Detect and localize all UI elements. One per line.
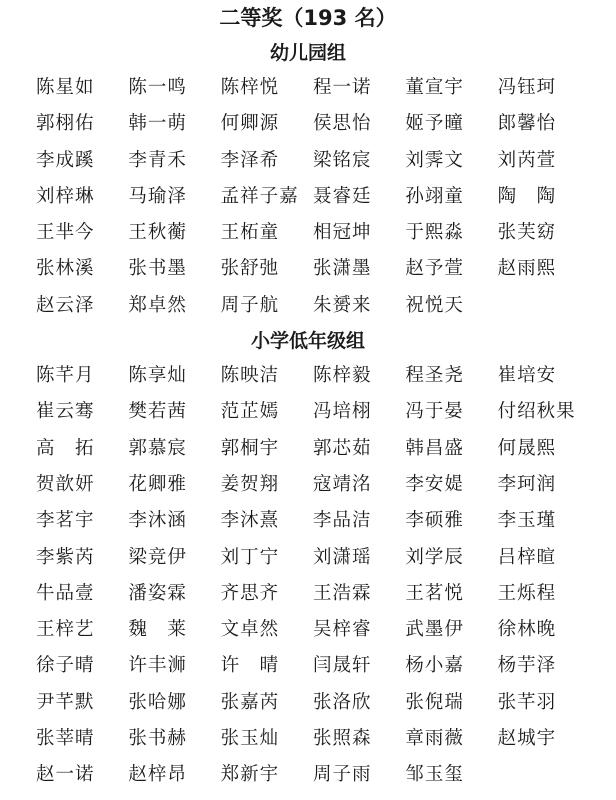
awardee-name: 王茗悦	[405, 582, 464, 604]
awardee-name: 陈梓毅	[313, 365, 372, 387]
awardee-name: 李珂润	[497, 473, 557, 495]
awardee-name: 张芙窈	[497, 222, 557, 244]
awardee-name: 张书墨	[128, 258, 187, 280]
awardee-name: 孟祥子嘉	[220, 185, 299, 207]
awardee-name: 程一诺	[313, 77, 372, 98]
awardee-name: 徐子晴	[36, 655, 95, 677]
awardee-name: 许 晴	[220, 655, 280, 677]
awardee-name: 刘学辰	[405, 546, 464, 568]
awardee-name: 郭芯茹	[313, 437, 372, 459]
awardee-name: 徐林晚	[497, 619, 557, 641]
awardee-name: 吴梓睿	[313, 619, 372, 641]
awardee-name: 范芷嫣	[220, 401, 280, 423]
awardee-name: 周子雨	[313, 764, 372, 786]
awardee-name: 陈享灿	[128, 365, 187, 387]
awardee-name: 李安媞	[405, 473, 464, 495]
awardee-name: 张哈娜	[128, 691, 187, 713]
awardee-name: 花卿雅	[128, 473, 187, 495]
awardee-name: 陈一鸣	[128, 77, 187, 98]
awardee-name: 崔云骞	[36, 401, 95, 423]
awardee-name: 马瑜泽	[128, 185, 187, 207]
awardee-name: 何晟熙	[497, 437, 557, 459]
awardee-name: 李成蹊	[36, 149, 95, 171]
awardee-name: 樊若茜	[128, 401, 187, 423]
awardee-name: 王梓艺	[36, 619, 95, 641]
awardee-name: 梁竞伊	[128, 546, 187, 568]
awardee-name: 刘潇瑶	[313, 546, 372, 568]
awardee-name: 张照森	[313, 728, 372, 750]
awardee-name: 付绍秋果	[497, 401, 576, 423]
awardee-name: 高 拓	[36, 437, 95, 459]
awardee-name: 侯思怡	[313, 113, 372, 135]
awardee-name: 陶 陶	[497, 185, 557, 207]
awardee-name: 张潇墨	[313, 258, 372, 280]
awardee-name: 李紫芮	[36, 546, 95, 568]
awardee-name: 梁铭宸	[313, 149, 372, 171]
group-title-primary-lower: 小学低年级组	[250, 330, 365, 353]
awardee-name: 魏 莱	[128, 619, 187, 641]
awardee-name: 郭栩佑	[36, 113, 95, 135]
awardee-name: 文卓然	[220, 619, 280, 641]
awardee-name: 王芈今	[36, 222, 95, 244]
awardee-name: 张倪瑞	[405, 691, 464, 713]
awardee-name: 赵雨熙	[497, 258, 557, 280]
awardee-name: 张洛欣	[313, 691, 372, 713]
awardee-name: 崔培安	[497, 365, 557, 387]
awardee-name: 郑新宇	[220, 764, 280, 786]
awardee-name: 朱赟来	[313, 294, 372, 316]
awardee-name: 刘梓琳	[36, 185, 95, 207]
awardee-name: 冯于晏	[405, 401, 464, 423]
awardee-name: 程圣尧	[405, 365, 464, 387]
awardee-name: 韩昌盛	[405, 437, 464, 459]
awardee-name: 张芊羽	[497, 691, 557, 713]
awardee-name: 刘霁文	[405, 149, 464, 171]
awardee-name: 寇靖洺	[313, 473, 372, 495]
name-grid-kindergarten	[0, 70, 616, 324]
awardee-name: 郑卓然	[128, 294, 187, 316]
awardee-name: 王浩霖	[313, 582, 372, 604]
awardee-name: 张舒弛	[220, 258, 280, 280]
awardee-name: 赵云泽	[36, 294, 95, 316]
awardee-name: 陈星如	[36, 77, 95, 98]
awardee-name: 赵一诺	[36, 764, 95, 786]
awardee-name: 韩一萌	[128, 113, 187, 135]
awardee-name: 刘芮萱	[497, 149, 557, 171]
awardee-name: 郭慕宸	[128, 437, 187, 459]
awardee-name: 赵城宇	[497, 728, 557, 750]
awardee-name: 赵予萱	[405, 258, 464, 280]
awardee-name: 何卿源	[220, 113, 280, 135]
awardee-name: 张林溪	[36, 258, 95, 280]
awardee-name: 邹玉玺	[405, 764, 464, 786]
awardee-name: 李泽希	[220, 149, 280, 171]
awardee-name: 于熙淼	[405, 222, 464, 244]
awardee-name: 李茗宇	[36, 510, 95, 532]
awardee-name: 冯钰珂	[497, 77, 557, 98]
awardee-name: 祝悦天	[405, 294, 464, 316]
awardee-name: 董宣宇	[405, 77, 464, 98]
award-title: 二等奖（193 名）	[219, 6, 397, 30]
awardee-name: 贺歆妍	[36, 473, 95, 495]
awardee-name: 张书赫	[128, 728, 187, 750]
awardee-name: 张玉灿	[220, 728, 280, 750]
awardee-name: 孙翊童	[405, 185, 464, 207]
awardee-name: 赵梓昂	[128, 764, 187, 786]
awardee-name: 张嘉芮	[220, 691, 280, 713]
awardee-name: 姬予曈	[405, 113, 464, 135]
awardee-name: 尹芊默	[36, 691, 95, 713]
awardee-name: 杨小嘉	[405, 655, 464, 677]
awardee-name: 王秋蘅	[128, 222, 187, 244]
awardee-name: 李硕雅	[405, 510, 464, 532]
awardee-name: 郭桐宇	[220, 437, 280, 459]
awardee-name: 闫晟轩	[313, 655, 372, 677]
awardee-name: 李沐涵	[128, 510, 187, 532]
awardee-name: 李品洁	[313, 510, 372, 532]
awardee-name: 陈芊月	[36, 365, 95, 387]
awardee-name: 张莘晴	[36, 728, 95, 750]
awardee-name: 陈梓悦	[220, 77, 280, 98]
awardee-name: 周子航	[220, 294, 280, 316]
awardee-name: 李沐熹	[220, 510, 280, 532]
awardee-name: 章雨薇	[405, 728, 464, 750]
awardee-name: 郎馨怡	[497, 113, 557, 135]
awardee-name: 王柘童	[220, 222, 280, 244]
name-grid-primary-lower	[0, 358, 616, 794]
awardee-name: 王烁程	[497, 582, 557, 604]
awardee-name: 刘丁宁	[220, 546, 280, 568]
awardee-name: 杨芋泽	[497, 655, 557, 677]
awardee-name: 聂睿廷	[313, 185, 372, 207]
awardee-name: 牛品壹	[36, 582, 95, 604]
awardee-name: 姜贺翔	[220, 473, 280, 495]
awardee-name: 吕梓暄	[497, 546, 557, 568]
awardee-name: 齐思齐	[220, 582, 280, 604]
awardee-name: 李玉瑾	[497, 510, 557, 532]
awardee-name: 陈映洁	[220, 365, 280, 387]
awardee-name: 武墨伊	[405, 619, 464, 641]
awardee-name: 冯培栩	[313, 401, 372, 423]
awardee-name: 潘姿霖	[128, 582, 187, 604]
awardee-name: 相冠坤	[313, 222, 372, 244]
group-title-kindergarten: 幼儿园组	[269, 42, 346, 64]
awardee-name: 李青禾	[128, 149, 187, 171]
awardee-name: 许丰浉	[128, 655, 187, 677]
